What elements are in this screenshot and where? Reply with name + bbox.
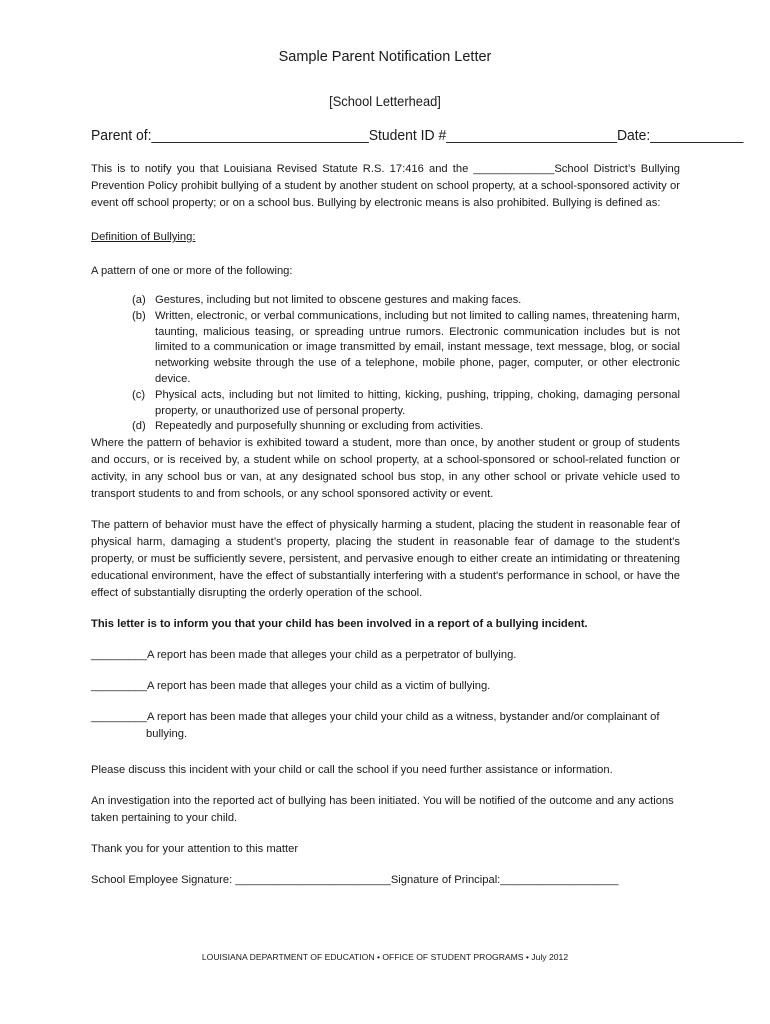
parent-of-field[interactable]: Parent of:____________________________ xyxy=(91,127,369,144)
signature-line xyxy=(91,872,680,889)
list-marker: (c) xyxy=(132,388,146,401)
page-footer: LOUISIANA DEPARTMENT OF EDUCATION • OFFICE OF STUDENT PROGRAMS • July 2012 xyxy=(201,952,569,962)
header-fields xyxy=(91,127,744,144)
checklist-witness[interactable]: _________A report has been made that alleges your child your child as a witness, bystander and/or complainant of bullying. xyxy=(91,711,660,741)
list-item-text: Repeatedly and purposefully shunning or excluding from activities. xyxy=(155,420,484,433)
date-field[interactable]: Date:____________ xyxy=(616,127,744,144)
thanks-line: Thank you for your attention to this matter xyxy=(91,843,299,856)
list-item-text: Written, electronic, or verbal communications, including but not limited to calling names, threatening harm, taunting, malicious teasing, or spreading untrue rumors. Electronic communication includes but is not limited to a communication or image transmitted by email, instant message, text message, blog, or social networking website through the use of a telephone, mobile phone, pager, computer, or other electronic device. xyxy=(155,309,680,385)
list-item-text: Physical acts, including but not limited to hitting, kicking, pushing, tripping, choking, damaging personal property, or unauthorized use of personal property. xyxy=(155,388,680,417)
inform-statement: This letter is to inform you that your child has been involved in a report of a bullying incident. xyxy=(91,618,588,631)
list-item xyxy=(91,309,680,388)
effect-paragraph: The pattern of behavior must have the effect of physically harming a student, placing the student in reasonable fear of physical harm, damaging a student’s property, placing the student in reasonable fear of damage to the student's property, or must be sufficiently severe, persistent, and pervasive enough to either create an intimidating or threatening educational environment, have the effect of substantially interfering with a student's performance in school, or have the effect of substantially disrupting the orderly operation of the school. xyxy=(91,519,680,600)
pattern-intro: A pattern of one or more of the following: xyxy=(91,265,293,277)
school-letterhead: [School Letterhead] xyxy=(329,93,441,109)
list-marker: (d) xyxy=(132,420,146,433)
definition-heading: Definition of Bullying: xyxy=(91,231,196,243)
employee-signature-field[interactable]: School Employee Signature: _________________________ xyxy=(91,874,391,887)
list-item xyxy=(91,419,680,435)
investigation-paragraph: An investigation into the reported act of bullying has been initiated. You will be notified of the outcome and any actions taken pertaining to your child. xyxy=(91,795,674,825)
letter-body xyxy=(91,161,680,889)
intro-paragraph: This is to notify you that Louisiana Revised Statute R.S. 17:416 and the _____________School District’s Bullying Prevention Policy prohibit bullying of a student by another student on school property, at a school-sponsored activity or event off school property; or on a school bus. Bullying by electronic means is also prohibited. Bullying is defined as: xyxy=(91,163,680,209)
checklist-victim[interactable]: _________A report has been made that alleges your child as a victim of bullying. xyxy=(91,680,491,693)
list-item xyxy=(91,293,680,309)
discuss-paragraph: Please discuss this incident with your child or call the school if you need further assistance or information. xyxy=(91,764,613,777)
principal-signature-field[interactable]: Signature of Principal:___________________ xyxy=(390,874,619,887)
where-paragraph: Where the pattern of behavior is exhibited toward a student, more than once, by another student or group of students and occurs, or is received by, a student while on school property, at a school-sponsored or school-related function or activity, in any school bus or van, at any designated school bus stop, in any other school or private vehicle used to transport students to and from schools, or any school sponsored activity or event. xyxy=(91,437,680,501)
list-item-text: Gestures, including but not limited to obscene gestures and making faces. xyxy=(155,294,522,306)
student-id-field[interactable]: Student ID #______________________ xyxy=(368,127,617,144)
list-marker: (b) xyxy=(132,309,146,322)
letter-title: Sample Parent Notification Letter xyxy=(278,49,492,65)
list-marker: (a) xyxy=(132,294,146,306)
behavior-list xyxy=(91,293,680,435)
list-item xyxy=(91,388,680,420)
checklist-perpetrator[interactable]: _________A report has been made that alleges your child as a perpetrator of bullying. xyxy=(91,649,517,662)
